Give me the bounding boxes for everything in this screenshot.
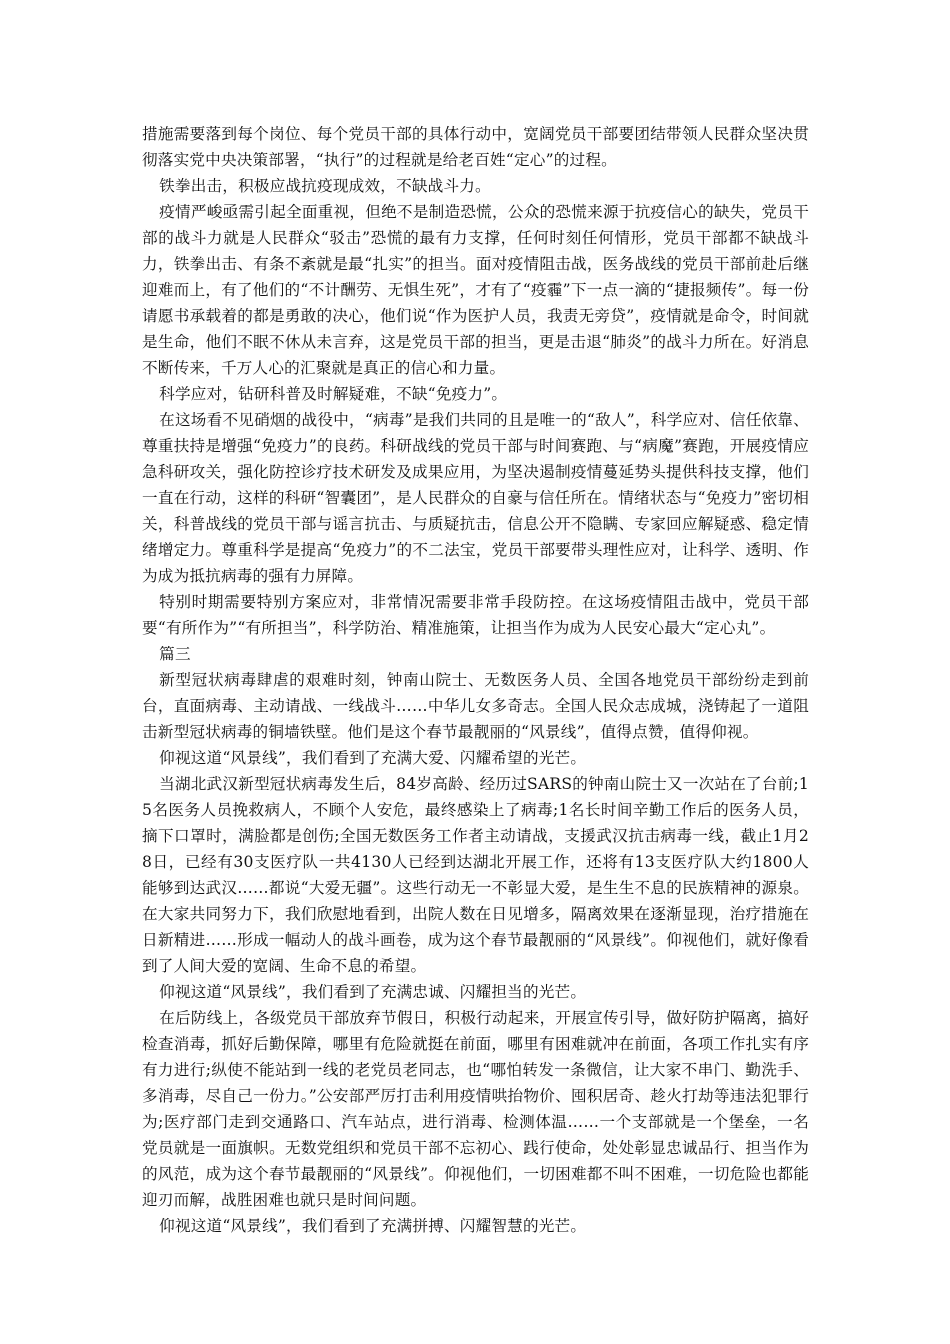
paragraph: 新型冠状病毒肆虐的艰难时刻，钟南山院士、无数医务人员、全国各地党员干部纷纷走到前台，直面病毒、主动请战、一线战斗……中华儿女多奇志。全国人民众志成城，浇铸起了一道阻击新型冠状病毒的铜墙铁壁。他们是这个春节最靓丽的“风景线”，值得点赞，值得仰视。 (142, 671, 809, 741)
document-body (142, 121, 809, 1239)
paragraph: 在后防线上，各级党员干部放弃节假日，积极行动起来，开展宣传引导，做好防护隔离，搞好检查消毒，抓好后勤保障，哪里有危险就挺在前面，哪里有困难就冲在前面，各项工作扎实有序有力进行;纵使不能站到一线的老党员老同志，也“哪怕转发一条微信，让大家不串门、勤洗手、多消毒，尽自己一份力。”公安部严厉打击利用疫情哄抬物价、囤积居奇、趁火打劫等违法犯罪行为;医疗部门走到交通路口、汽车站点，进行消毒、检测体温……一个支部就是一个堡垒，一名党员就是一面旗帜。无数党组织和党员干部不忘初心、践行使命，处处彰显忠诚品行、担当作为的风范，成为这个春节最靓丽的“风景线”。仰视他们，一切困难都不叫不困难，一切危险也都能迎刃而解，战胜困难也就只是时间问题。 (142, 1009, 809, 1209)
section-heading: 科学应对，钻研科普及时解疑难，不缺“免疫力”。 (159, 385, 508, 403)
paragraph: 措施需要落到每个岗位、每个党员干部的具体行动中，宽阔党员干部要团结带领人民群众坚决贯彻落实党中央决策部署，“执行”的过程就是给老百姓“定心”的过程。 (142, 125, 809, 169)
paragraph: 疫情严峻亟需引起全面重视，但绝不是制造恐慌，公众的恐慌来源于抗疫信心的缺失，党员干部的战斗力就是人民群众“驳击”恐慌的最有力支撑，任何时刻任何情形，党员干部都不缺战斗力，铁拳出击、有条不紊就是最“扎实”的担当。面对疫情阻击战，医务战线的党员干部前赴后继迎难而上，有了他们的“不计酬劳、无惧生死”，才有了“疫霾”下一点一滴的“捷报频传”。每一份请愿书承载着的都是勇敢的决心，他们说“作为医护人员，我责无旁贷”，疫情就是命令，时间就是生命，他们不眠不休从未言弃，这是党员干部的担当，更是击退“肺炎”的战斗力所在。好消息不断传来，千万人心的汇聚就是真正的信心和力量。 (142, 203, 809, 377)
paragraph: 特别时期需要特别方案应对，非常情况需要非常手段防控。在这场疫情阻击战中，党员干部要“有所作为”“有所担当”，科学防治、精准施策，让担当作为成为人民安心最大“定心丸”。 (142, 593, 809, 637)
section-heading: 仰视这道“风景线”，我们看到了充满忠诚、闪耀担当的光芒。 (159, 983, 587, 1001)
section-heading: 仰视这道“风景线”，我们看到了充满拼搏、闪耀智慧的光芒。 (159, 1217, 587, 1235)
chapter-heading: 篇三 (159, 645, 191, 663)
section-heading: 仰视这道“风景线”，我们看到了充满大爱、闪耀希望的光芒。 (159, 749, 587, 767)
section-heading: 铁拳出击，积极应战抗疫现成效，不缺战斗力。 (159, 177, 491, 195)
paragraph: 当湖北武汉新型冠状病毒发生后，84岁高龄、经历过SARS的钟南山院士又一次站在了台前;15名医务人员挽救病人，不顾个人安危，最终感染上了病毒;1名长时间辛勤工作后的医务人员，摘下口罩时，满脸都是创伤;全国无数医务工作者主动请战，支援武汉抗击病毒一线，截止1月28日，已经有30支医疗队一共4130人已经到达湖北开展工作，还将有13支医疗队大约1800人能够到达武汉……都说“大爱无疆”。这些行动无一不彰显大爱，是生生不息的民族精神的源泉。在大家共同努力下，我们欣慰地看到，出院人数在日见增多，隔离效果在逐渐显现，治疗措施在日新精进……形成一幅动人的战斗画卷，成为这个春节最靓丽的“风景线”。仰视他们，就好像看到了人间大爱的宽阔、生命不息的希望。 (142, 775, 809, 975)
paragraph: 在这场看不见硝烟的战役中，“病毒”是我们共同的且是唯一的“敌人”，科学应对、信任依靠、尊重扶持是增强“免疫力”的良药。科研战线的党员干部与时间赛跑、与“病魔”赛跑，开展疫情应急科研攻关，强化防控诊疗技术研发及成果应用，为坚决遏制疫情蔓延势头提供科技支撑，他们一直在行动，这样的科研“智囊团”，是人民群众的自豪与信任所在。情绪状态与“免疫力”密切相关，科普战线的党员干部与谣言抗击、与质疑抗击，信息公开不隐瞒、专家回应解疑惑、稳定情绪增定力。尊重科学是提高“免疫力”的不二法宝，党员干部要带头理性应对，让科学、透明、作为成为抵抗病毒的强有力屏障。 (142, 411, 809, 585)
